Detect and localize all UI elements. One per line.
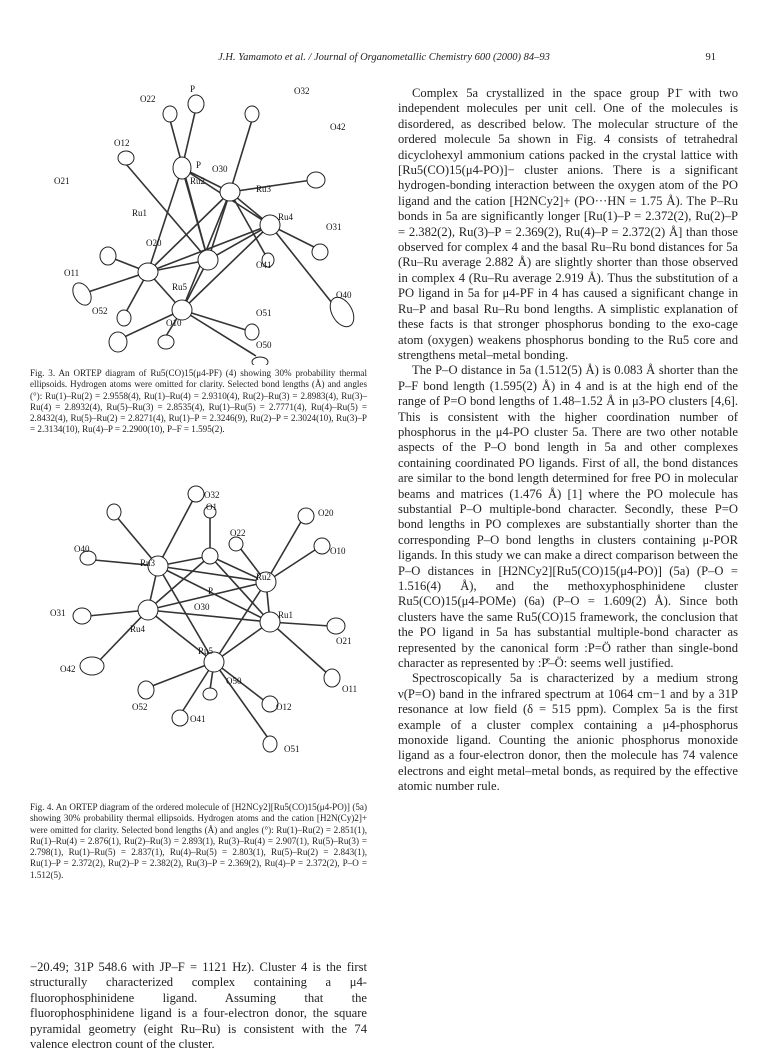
atom-label: O11 [342, 684, 358, 694]
atom-label: O42 [60, 664, 76, 674]
figure-3-ortep-diagram [30, 80, 375, 365]
atom-label: Ru5 [172, 282, 188, 292]
atom-label: O22 [230, 528, 246, 538]
atom-label: O10 [330, 546, 346, 556]
atom-label: O11 [64, 268, 80, 278]
page-number: 91 [705, 52, 716, 63]
atom-label: O52 [92, 306, 108, 316]
right-column-text [398, 86, 738, 795]
atom-label: O12 [276, 702, 292, 712]
atom-label: Ru2 [256, 572, 272, 582]
atom-label: O41 [190, 714, 206, 724]
atom-label: O21 [54, 176, 70, 186]
atom-label: O32 [204, 490, 220, 500]
atom-label: O40 [74, 544, 90, 554]
atom-label: O12 [114, 138, 130, 148]
figure-4-svg [30, 476, 375, 796]
atom-label: O22 [140, 94, 156, 104]
atom-label: Ru2 [190, 176, 206, 186]
atom-label: O51 [284, 744, 300, 754]
atom-label: Ru5 [198, 646, 214, 656]
atom-label: O51 [256, 308, 272, 318]
figure-4-caption-text: Fig. 4. An ORTEP diagram of the ordered molecule of [H2NCy2][Ru5(CO)15(μ4-PO)] (5a) showing 30% probability thermal ellipsoids. Hydrogen atoms and the cation [H2N(Cy)2]+ were omitted for clarity. Selected bond lengths (Å) and angles (°): Ru(1)–Ru(2) = 2.851(1), Ru(1)–Ru(4) = 2.876(1), Ru(2)–Ru(3) = 2.893(1), Ru(3)–Ru(4) = 2.907(1), Ru(5)–Ru(3) = 2.798(1), Ru(1)–Ru(5) = 2.837(1), Ru(4)–Ru(5) = 2.803(1), Ru(5)–Ru(2) = 2.843(1), Ru(1)–P = 2.372(2), Ru(2)–P = 2.382(2), Ru(3)–P = 2.369(2), Ru(4)–P = 2.372(2), P–O = 1.512(5). [30, 802, 367, 880]
left-column-paragraph: −20.49; 31P 548.6 with JP–F = 1121 Hz). Cluster 4 is the first structurally characterized complex containing a μ4-fluorophosphinidene ligand. Assuming that the fluorophosphinidene ligand is a four-electron donor, the square pyramidal geometry (eight Ru–Ru) is consistent with the 74 valence electron count of the cluster. [30, 960, 367, 1052]
atom-label: Ru3 [256, 184, 272, 194]
atom-label: O20 [318, 508, 334, 518]
atom-label: O42 [330, 122, 346, 132]
atom-label: O31 [326, 222, 342, 232]
journal-running-title: J.H. Yamamoto et al. / Journal of Organometallic Chemistry 600 (2000) 84–93 [218, 52, 550, 63]
atom-label: Ru4 [278, 212, 294, 222]
running-header [0, 52, 768, 68]
atom-label: O21 [336, 636, 352, 646]
atom-label: O50 [256, 340, 272, 350]
atom-label: O30 [194, 602, 210, 612]
paragraph-crystal-structure: Complex 5a crystallized in the space group P1̄ with two independent molecules per unit cell. One of the molecules is disordered, as described below. The molecular structure of the ordered molecule 5a shown in Fig. 4 consists of tetrahedral dicyclohexyl ammonium cations packed in the crystal lattice with [Ru5(CO)15(μ4-PO)]− cluster anions. There is a significant hydrogen-bonding interaction between the oxygen atom of the PO ligand and the cation [H2NCy2]+ (PO···HN = 1.75 Å). The P–Ru bonds in 5a are significantly longer [Ru(1)–P = 2.372(2), Ru(2)–P = 2.382(2), Ru(3)–P = 2.369(2), Ru(4)–P = 2.372(2) Å] than those observed for complex 4 and the basal Ru–Ru bond distances for 5a (Ru–Ru average 2.882 Å) are slightly shorter than those observed in complex 4 (Ru–Ru average 2.919 Å). Thus the substitution of a PO ligand in 5a for μ4-PF in 4 has caused a significant change in Ru–P and basal Ru–Ru bond lengths. A simplistic explanation of these facts is that stronger phosphorus bonding to the exo-cage atom (oxygen) weakens phosphorus bonding to the Ru5 core and strengthens metal–metal bonding. [398, 86, 738, 362]
atom-label: P [196, 160, 202, 170]
atom-label: P [190, 84, 196, 94]
figure-4-ortep-diagram [30, 476, 375, 796]
left-column-text [30, 960, 367, 1052]
atom-label: O50 [226, 676, 242, 686]
atom-label: O52 [132, 702, 148, 712]
atom-label: O30 [212, 164, 228, 174]
atom-label: O31 [50, 608, 66, 618]
figure-3-caption-text: Fig. 3. An ORTEP diagram of Ru5(CO)15(μ4-PF) (4) showing 30% probability thermal ellipsoids. Hydrogen atoms were omitted for clarity. Selected bond lengths (Å) and angles (°): Ru(1)–Ru(2) = 2.9558(4), Ru(1)–Ru(4) = 2.9310(4), Ru(2)–Ru(3) = 2.8983(4), Ru(3)–Ru(4) = 2.8932(4), Ru(5)–Ru(3) = 2.8535(4), Ru(1)–Ru(5) = 2.7771(4), Ru(4)–Ru(5) = 2.8432(4), Ru(5)–Ru(2) = 2.8271(4), Ru(1)–P = 2.3246(9), Ru(2)–P = 2.3024(10), Ru(3)–P = 2.3134(10), Ru(4)–P = 2.2900(10), P–F = 1.595(2). [30, 368, 367, 435]
atom-label: O20 [146, 238, 162, 248]
atom-label: O41 [256, 260, 272, 270]
figure-4-caption [30, 802, 367, 881]
paragraph-spectroscopy: Spectroscopically 5a is characterized by a medium strong ν(P=O) band in the infrared spectrum at 1064 cm−1 and by a 31P resonance at low field (δ = 515 ppm). Complex 5a is the first example of a cluster complex containing a μ4-phosphorus monoxide ligand. Counting the anionic phosphorus monoxide ligand as a four-electron donor, then the molecule has 74 valence electrons and eight metal–metal bonds, as required by the effective atomic number rule. [398, 671, 738, 794]
atom-label: O40 [336, 290, 352, 300]
atom-label: Ru3 [140, 558, 156, 568]
atom-label: O32 [294, 86, 310, 96]
atom-label: O10 [166, 318, 182, 328]
atom-label: O1 [206, 502, 217, 512]
figure-3-caption [30, 368, 367, 436]
figure-3-svg [30, 80, 375, 365]
atom-label: Ru1 [132, 208, 148, 218]
atom-label: Ru1 [278, 610, 294, 620]
atom-label: Ru4 [130, 624, 146, 634]
atom-label: P [208, 586, 214, 596]
paragraph-po-distance: The P–O distance in 5a (1.512(5) Å) is 0.083 Å shorter than the P–F bond length (1.595(2) Å) in 4 and is at the high end of the range of P=O bond lengths of 1.48–1.52 Å in μ3-PO clusters [4,6]. This is consistent with the higher coordination number of phosphorus in the μ4-PO cluster 5a. There are two other notable aspects of the P–O bond length in 5a and other complexes containing coordinated PO ligands. First of all, the bond distances are similar to the bond length determined for free PO in molecular beams and matrices (1.476 Å) [1] where the PO molecule has substantial P–O multiple-bond character. Secondly, these P=O bond lengths in PO complexes are substantially shorter than the corresponding P–O bond lengths in clusters containing μ-POR ligands. In this study we can make a direct comparison between the P–O distances in [H2NCy2][Ru5(CO)15(μ4-PO)] (5a) (P–O = 1.516(4) Å), and the methoxyphosphinidene cluster Ru5(CO)15(μ4-POMe) (6a) (P–O = 1.609(2) Å). Since both clusters have the same Ru5(CO)15 framework, the conclusion that the PO ligand in 5a has substantial multiple-bond character as represented by the canonical form :P=Ö rather than single-bond character as represented by :P̊–Ö: seems well justified. [398, 363, 738, 671]
